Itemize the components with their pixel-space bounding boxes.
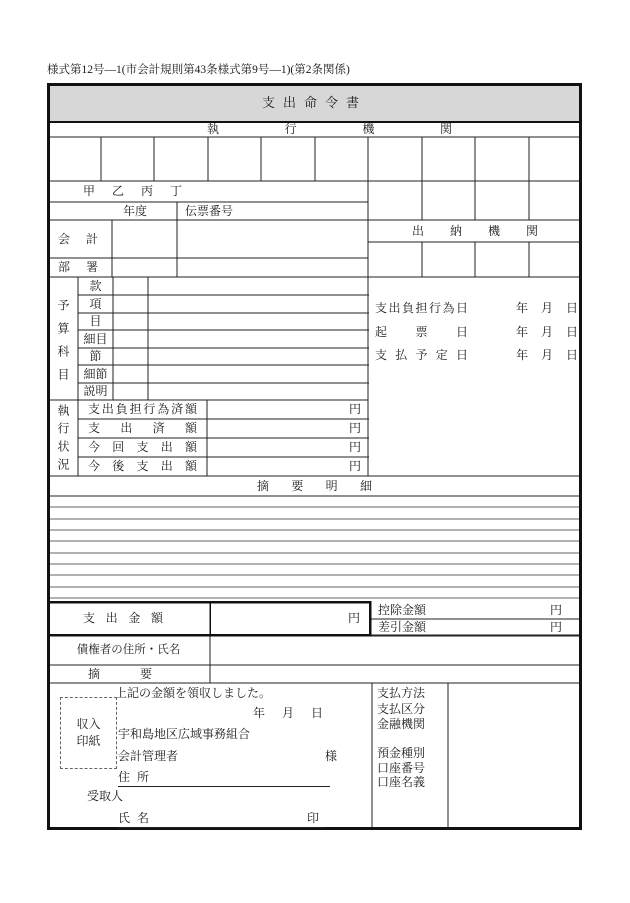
- budget-row-subdetail: 細目: [83, 332, 108, 346]
- copy-marks-label: 甲 乙 丙 丁: [83, 184, 183, 198]
- expenditure-amount-label: 支出金額: [83, 611, 163, 625]
- revenue-stamp-box: [60, 697, 117, 769]
- deduction-amount-label: 控除金額: [378, 603, 427, 617]
- account-name-label: 口座名義: [377, 775, 426, 789]
- honorific-label: 様: [324, 749, 337, 763]
- payment-method-label: 支払方法: [377, 686, 426, 700]
- paid-amount-label: 支出済額: [88, 421, 197, 435]
- slip-issue-date-ymd: 年 月 日: [515, 325, 578, 339]
- department-label: 部署: [58, 260, 98, 274]
- budget-row-detail: 目: [89, 314, 102, 328]
- form-style-number: 様式第12号―1(市会計規則第43条様式第9号―1)(第2条関係): [47, 64, 350, 76]
- execution-status-vertical-label: 執行状況: [56, 404, 70, 476]
- budget-row-item: 項: [89, 297, 102, 311]
- summary-detail-header: 摘要明細: [257, 479, 372, 493]
- fiscal-year-label: 年度: [122, 204, 147, 218]
- financial-institution-label: 金融機関: [377, 717, 426, 731]
- slip-number-label: 伝票番号: [185, 204, 234, 218]
- payment-due-date-ymd: 年 月 日: [515, 348, 578, 362]
- balance-amount-label: 差引金額: [378, 620, 427, 634]
- account-manager-row: [118, 748, 337, 764]
- current-payment-label: 今回支出額: [88, 440, 197, 454]
- current-payment-unit: 円: [348, 440, 361, 454]
- slip-issue-date-label: 起票日: [375, 325, 468, 339]
- obligated-amount-label: 支出負担行為済額: [88, 402, 197, 416]
- obligated-amount-unit: 円: [348, 402, 361, 416]
- account-manager-label: 会計管理者: [118, 749, 179, 763]
- revenue-stamp-line2: 印紙: [76, 734, 101, 748]
- budget-row-subnode: 細節: [83, 367, 108, 381]
- paid-amount-unit: 円: [348, 421, 361, 435]
- form-title: 支出命令書: [261, 95, 367, 110]
- form-table: [47, 83, 582, 830]
- seal-label: 印: [306, 811, 319, 825]
- receipt-ymd: 年 月 日: [253, 706, 324, 720]
- treasury-organ-header: 出納機関: [412, 224, 538, 238]
- future-payment-label: 今後支出額: [88, 459, 197, 473]
- budget-section-vertical-label: 予算科目: [56, 299, 70, 391]
- account-number-label: 口座番号: [377, 761, 426, 775]
- name-field-row: [118, 810, 323, 828]
- deposit-type-label: 預金種別: [377, 746, 426, 760]
- payment-due-date-label: 支払予定日: [375, 348, 468, 362]
- expenditure-amount-unit: 円: [347, 611, 360, 625]
- obligation-date-ymd: 年 月 日: [515, 301, 578, 315]
- budget-row-description: 説明: [83, 384, 108, 398]
- budget-row-section: 款: [89, 279, 102, 293]
- account-label: 会計: [58, 232, 98, 246]
- name-field-label: 氏 名: [118, 811, 152, 825]
- summary-label: 摘要: [88, 667, 152, 681]
- execution-organ-header: 執行機関: [207, 122, 452, 136]
- obligation-date-label: 支出負担行為日: [375, 301, 468, 315]
- address-field: 住 所: [118, 769, 330, 787]
- payment-category-label: 支払区分: [377, 702, 426, 716]
- creditor-address-name-label: 債権者の住所・氏名: [76, 644, 181, 656]
- balance-amount-unit: 円: [549, 620, 562, 634]
- revenue-stamp-line1: 収入: [76, 717, 101, 731]
- organization-name: 宇和島地区広域事務組合: [118, 727, 251, 741]
- budget-row-node: 節: [89, 349, 102, 363]
- receipt-statement: 上記の金額を領収しました。: [115, 686, 272, 700]
- deduction-amount-unit: 円: [549, 603, 562, 617]
- payee-label: 受取人: [87, 789, 124, 803]
- future-payment-unit: 円: [348, 459, 361, 473]
